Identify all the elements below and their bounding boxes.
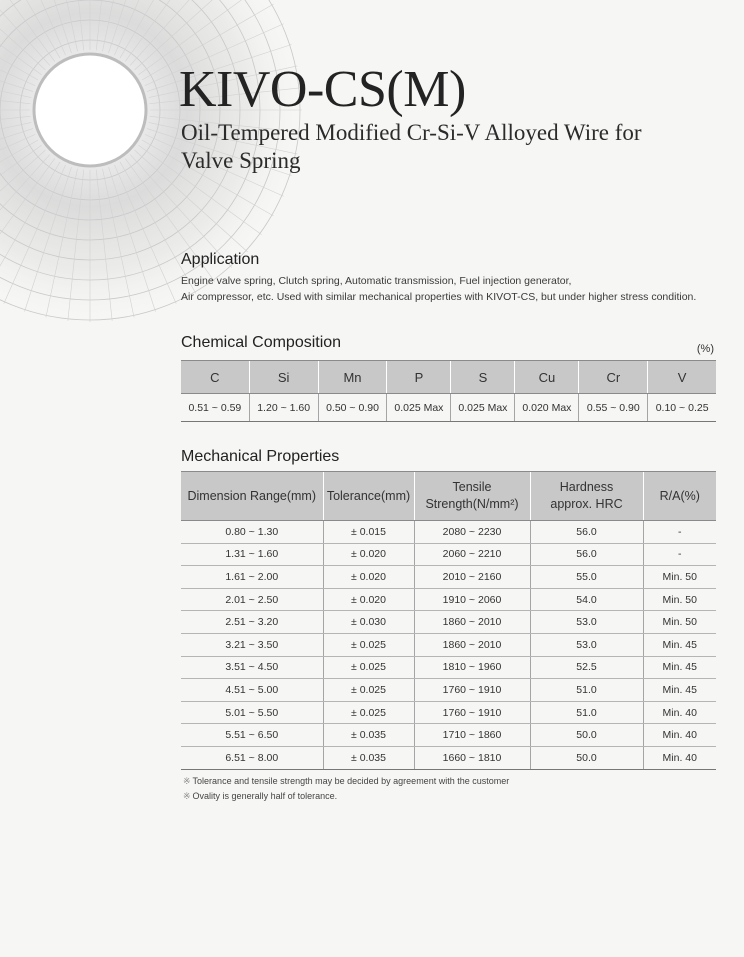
- tolerance-cell: ± 0.030: [323, 611, 414, 634]
- tensile-cell: 1860 ~ 2010: [414, 633, 530, 656]
- dimension-cell: 1.61 ~ 2.00: [181, 566, 323, 589]
- header-tensile-line-1: Tensile: [452, 480, 492, 494]
- table-row: [181, 679, 716, 702]
- table-row: [181, 566, 716, 589]
- application-text: [181, 273, 696, 305]
- table-cell: 0.025 Max: [451, 394, 515, 422]
- hardness-cell: 52.5: [530, 656, 643, 679]
- table-header-row: [181, 361, 716, 394]
- footnote: [183, 774, 509, 789]
- page-title: KIVO-CS(M): [179, 61, 466, 118]
- hardness-cell: 53.0: [530, 611, 643, 634]
- header-dimension: Dimension Range(mm): [181, 472, 323, 521]
- hardness-cell: 56.0: [530, 543, 643, 566]
- header-hardness-line-2: approx. HRC: [550, 497, 623, 511]
- header-mn: Mn: [318, 361, 387, 394]
- note-mark: ※: [183, 776, 191, 786]
- hardness-cell: 50.0: [530, 724, 643, 747]
- header-p: P: [387, 361, 451, 394]
- ra-cell: -: [643, 521, 716, 544]
- table-row: [181, 633, 716, 656]
- application-line-2: Air compressor, etc. Used with similar mechanical properties with KIVOT-CS, but under higher stress condition.: [181, 291, 697, 303]
- header-tensile: [414, 472, 530, 521]
- header-tensile-line-2: Strength(N/mm²): [425, 497, 519, 511]
- table-row: [181, 701, 716, 724]
- dimension-cell: 0.80 ~ 1.30: [181, 521, 323, 544]
- chemical-composition-table: [181, 360, 716, 422]
- ra-cell: Min. 50: [643, 566, 716, 589]
- note-mark: ※: [183, 791, 191, 801]
- ra-cell: Min. 45: [643, 679, 716, 702]
- table-row: [181, 611, 716, 634]
- tolerance-cell: ± 0.015: [323, 521, 414, 544]
- tolerance-cell: ± 0.025: [323, 656, 414, 679]
- table-cell: 0.025 Max: [387, 394, 451, 422]
- hardness-cell: 51.0: [530, 701, 643, 724]
- ra-cell: Min. 50: [643, 611, 716, 634]
- chemical-heading: Chemical Composition: [181, 334, 342, 351]
- table-cell: 0.51 ~ 0.59: [181, 394, 249, 422]
- ra-cell: Min. 40: [643, 746, 716, 769]
- ra-cell: Min. 50: [643, 588, 716, 611]
- tolerance-cell: ± 0.035: [323, 746, 414, 769]
- subtitle-line-1: Oil-Tempered Modified Cr-Si-V Alloyed Wire for: [181, 120, 642, 145]
- dimension-cell: 3.21 ~ 3.50: [181, 633, 323, 656]
- table-cell: 0.50 ~ 0.90: [318, 394, 387, 422]
- ra-cell: Min. 40: [643, 701, 716, 724]
- tolerance-cell: ± 0.025: [323, 633, 414, 656]
- dimension-cell: 1.31 ~ 1.60: [181, 543, 323, 566]
- table-cell: 0.10 ~ 0.25: [648, 394, 716, 422]
- ra-cell: Min. 40: [643, 724, 716, 747]
- dimension-cell: 6.51 ~ 8.00: [181, 746, 323, 769]
- header-si: Si: [249, 361, 318, 394]
- tolerance-cell: ± 0.020: [323, 566, 414, 589]
- header-v: V: [648, 361, 716, 394]
- header-ra: R/A(%): [643, 472, 716, 521]
- table-row: [181, 394, 716, 422]
- tolerance-cell: ± 0.020: [323, 543, 414, 566]
- tensile-cell: 1760 ~ 1910: [414, 701, 530, 724]
- hardness-cell: 53.0: [530, 633, 643, 656]
- percent-unit: (%): [696, 343, 714, 355]
- tensile-cell: 1710 ~ 1860: [414, 724, 530, 747]
- page-subtitle: [181, 119, 701, 175]
- tensile-cell: 2060 ~ 2210: [414, 543, 530, 566]
- hardness-cell: 56.0: [530, 521, 643, 544]
- tensile-cell: 2080 ~ 2230: [414, 521, 530, 544]
- note-text: Tolerance and tensile strength may be decided by agreement with the customer: [192, 776, 510, 786]
- dimension-cell: 3.51 ~ 4.50: [181, 656, 323, 679]
- header-cr: Cr: [579, 361, 648, 394]
- hardness-cell: 54.0: [530, 588, 643, 611]
- tensile-cell: 1860 ~ 2010: [414, 611, 530, 634]
- dimension-cell: 5.51 ~ 6.50: [181, 724, 323, 747]
- dimension-cell: 2.51 ~ 3.20: [181, 611, 323, 634]
- dimension-cell: 2.01 ~ 2.50: [181, 588, 323, 611]
- table-row: [181, 543, 716, 566]
- hardness-cell: 50.0: [530, 746, 643, 769]
- table-row: [181, 746, 716, 769]
- application-line-1: Engine valve spring, Clutch spring, Automatic transmission, Fuel injection generator,: [181, 275, 572, 287]
- table-row: [181, 588, 716, 611]
- dimension-cell: 4.51 ~ 5.00: [181, 679, 323, 702]
- application-heading: Application: [181, 251, 260, 268]
- tensile-cell: 1660 ~ 1810: [414, 746, 530, 769]
- tolerance-cell: ± 0.020: [323, 588, 414, 611]
- header-c: C: [181, 361, 249, 394]
- table-row: [181, 724, 716, 747]
- mechanical-properties-table: [181, 471, 716, 770]
- tensile-cell: 1760 ~ 1910: [414, 679, 530, 702]
- mechanical-heading: Mechanical Properties: [181, 448, 340, 465]
- tolerance-cell: ± 0.035: [323, 724, 414, 747]
- header-s: S: [451, 361, 515, 394]
- header-hardness-line-1: Hardness: [559, 480, 614, 494]
- hardness-cell: 51.0: [530, 679, 643, 702]
- subtitle-line-2: Valve Spring: [181, 148, 301, 173]
- ra-cell: Min. 45: [643, 656, 716, 679]
- note-text: Ovality is generally half of tolerance.: [192, 791, 338, 801]
- tensile-cell: 1910 ~ 2060: [414, 588, 530, 611]
- tolerance-cell: ± 0.025: [323, 679, 414, 702]
- table-row: [181, 521, 716, 544]
- table-row: [181, 656, 716, 679]
- table-cell: 0.020 Max: [515, 394, 579, 422]
- tolerance-cell: ± 0.025: [323, 701, 414, 724]
- hardness-cell: 55.0: [530, 566, 643, 589]
- table-header-row: [181, 472, 716, 521]
- table-cell: 1.20 ~ 1.60: [249, 394, 318, 422]
- table-cell: 0.55 ~ 0.90: [579, 394, 648, 422]
- header-cu: Cu: [515, 361, 579, 394]
- ra-cell: -: [643, 543, 716, 566]
- dimension-cell: 5.01 ~ 5.50: [181, 701, 323, 724]
- footnote: [183, 789, 509, 804]
- tensile-cell: 1810 ~ 1960: [414, 656, 530, 679]
- header-hardness: [530, 472, 643, 521]
- footnotes: [183, 774, 509, 804]
- header-tolerance: Tolerance(mm): [323, 472, 414, 521]
- ra-cell: Min. 45: [643, 633, 716, 656]
- tensile-cell: 2010 ~ 2160: [414, 566, 530, 589]
